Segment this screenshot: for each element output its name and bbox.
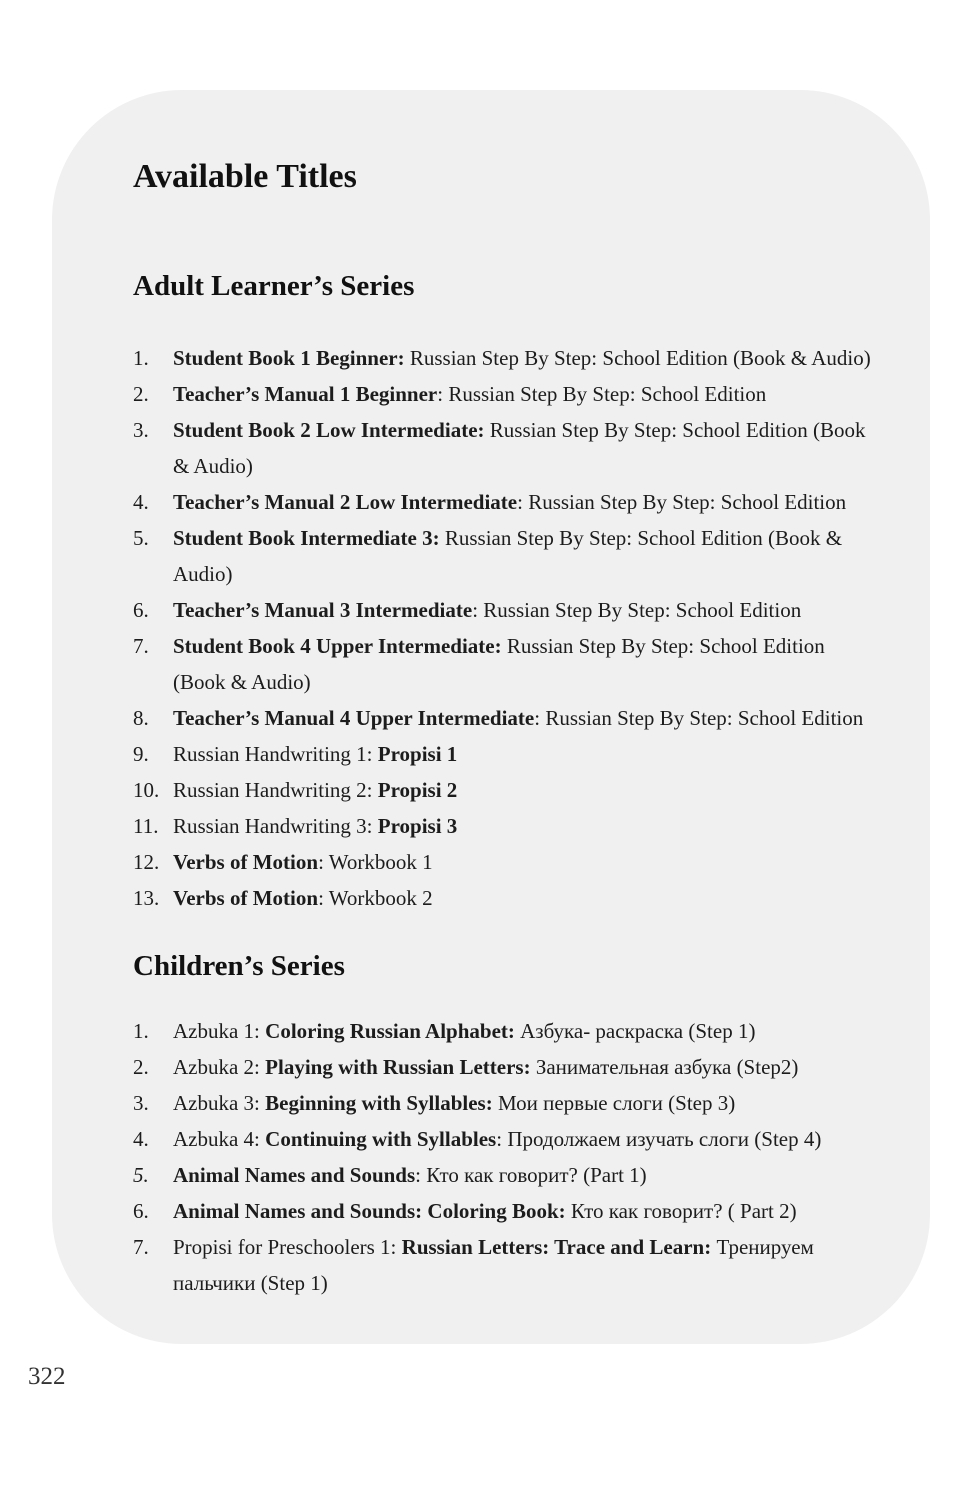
list-item xyxy=(133,736,913,772)
section-heading-children: Children’s Series xyxy=(133,950,345,982)
item-title-segment: Beginning with Syllables: xyxy=(265,1091,493,1115)
item-line xyxy=(173,664,913,700)
item-title-segment: Continuing with Syllables xyxy=(265,1127,497,1151)
item-text xyxy=(173,1013,913,1049)
item-number: 2. xyxy=(133,382,149,406)
item-number: 13. xyxy=(133,886,160,910)
list-item xyxy=(133,844,913,880)
item-description-segment: : Кто как говорит? (Part 1) xyxy=(415,1163,647,1187)
item-title-segment: Teacher’s Manual 2 Low Intermediate xyxy=(173,490,518,514)
item-title-segment: Propisi 1 xyxy=(377,742,458,766)
item-description-segment: Занимательная азбука (Step2) xyxy=(530,1055,799,1079)
item-description-segment: : Russian Step By Step: School Edition xyxy=(472,598,802,622)
item-number: 5. xyxy=(133,1163,149,1187)
item-description-segment: Audio) xyxy=(173,562,233,586)
item-description-segment: : Russian Step By Step: School Edition xyxy=(437,382,767,406)
list-item xyxy=(133,1013,913,1049)
item-line xyxy=(173,376,913,412)
item-title-segment: Propisi 2 xyxy=(377,778,458,802)
item-number: 6. xyxy=(133,598,149,622)
list-item xyxy=(133,772,913,808)
item-number: 4. xyxy=(133,1127,149,1151)
item-description-segment: : Russian Step By Step: School Edition xyxy=(534,706,864,730)
item-text xyxy=(173,1085,913,1121)
list-item xyxy=(133,1229,913,1301)
item-description-segment: (Book & Audio) xyxy=(173,670,311,694)
item-description-segment: Azbuka 3: xyxy=(173,1091,266,1115)
list-item xyxy=(133,628,913,700)
item-description-segment: Russian Handwriting 3: xyxy=(173,814,378,838)
list-item xyxy=(133,412,913,484)
item-text xyxy=(173,700,913,736)
item-title-segment: Teacher’s Manual 4 Upper Intermediate xyxy=(173,706,535,730)
item-title-segment: Verbs of Motion xyxy=(173,850,319,874)
item-description-segment: Propisi for Preschoolers 1: xyxy=(173,1235,402,1259)
item-text xyxy=(173,1049,913,1085)
item-number: 11. xyxy=(133,814,159,838)
list-item xyxy=(133,592,913,628)
item-line xyxy=(173,1229,913,1265)
list-item xyxy=(133,1193,913,1229)
item-title-segment: Animal Names and Sounds xyxy=(173,1163,416,1187)
item-line xyxy=(173,772,913,808)
item-number: 8. xyxy=(133,706,149,730)
item-text xyxy=(173,412,913,484)
item-number: 3. xyxy=(133,1091,149,1115)
item-text xyxy=(173,1193,913,1229)
item-description-segment: Мои первые слоги (Step 3) xyxy=(492,1091,736,1115)
item-description-segment: : Workbook 1 xyxy=(318,850,433,874)
item-line xyxy=(173,808,913,844)
item-description-segment: Кто как говорит? ( Part 2) xyxy=(565,1199,797,1223)
item-description-segment: & Audio) xyxy=(173,454,253,478)
item-line xyxy=(173,1013,913,1049)
item-description-segment: Azbuka 4: xyxy=(173,1127,266,1151)
item-text xyxy=(173,844,913,880)
item-number: 7. xyxy=(133,634,149,658)
list-item xyxy=(133,1049,913,1085)
item-description-segment: Russian Handwriting 2: xyxy=(173,778,378,802)
item-description-segment: Russian Step By Step: School Edition (Book & xyxy=(439,526,843,550)
adult-series-list xyxy=(133,340,913,916)
item-title-segment: Student Book Intermediate 3: xyxy=(173,526,440,550)
item-description-segment: Russian Step By Step: School Edition (Book xyxy=(484,418,866,442)
item-title-segment: Propisi 3 xyxy=(377,814,458,838)
item-text xyxy=(173,1157,913,1193)
item-line xyxy=(173,1049,913,1085)
item-description-segment: пальчики (Step 1) xyxy=(173,1271,328,1295)
item-line xyxy=(173,412,913,448)
item-text xyxy=(173,808,913,844)
item-number: 4. xyxy=(133,490,149,514)
item-title-segment: Coloring Russian Alphabet: xyxy=(265,1019,515,1043)
item-title-segment: Student Book 2 Low Intermediate: xyxy=(173,418,485,442)
item-text xyxy=(173,880,913,916)
item-title-segment: Student Book 4 Upper Intermediate: xyxy=(173,634,502,658)
item-title-segment: Russian Letters: Trace and Learn: xyxy=(401,1235,712,1259)
item-text xyxy=(173,772,913,808)
item-line xyxy=(173,520,913,556)
item-description-segment: Russian Step By Step: School Edition xyxy=(501,634,825,658)
list-item xyxy=(133,1085,913,1121)
item-line xyxy=(173,556,913,592)
item-number: 7. xyxy=(133,1235,149,1259)
list-item xyxy=(133,340,913,376)
item-line xyxy=(173,1085,913,1121)
item-line xyxy=(173,340,913,376)
item-text xyxy=(173,520,913,592)
section-heading-adult: Adult Learner’s Series xyxy=(133,270,415,302)
item-title-segment: Playing with Russian Letters: xyxy=(265,1055,531,1079)
item-number: 9. xyxy=(133,742,149,766)
list-item xyxy=(133,880,913,916)
item-number: 2. xyxy=(133,1055,149,1079)
item-text xyxy=(173,484,913,520)
list-item xyxy=(133,808,913,844)
item-text xyxy=(173,340,913,376)
item-line xyxy=(173,844,913,880)
item-line xyxy=(173,1193,913,1229)
item-text xyxy=(173,376,913,412)
item-number: 5. xyxy=(133,526,149,550)
item-title-segment: Teacher’s Manual 3 Intermediate xyxy=(173,598,473,622)
list-item xyxy=(133,1121,913,1157)
item-description-segment: Тренируем xyxy=(711,1235,814,1259)
item-number: 3. xyxy=(133,418,149,442)
item-number: 1. xyxy=(133,346,149,370)
item-number: 10. xyxy=(133,778,160,802)
item-description-segment: Russian Step By Step: School Edition (Book & Audio) xyxy=(404,346,871,370)
item-text xyxy=(173,736,913,772)
item-line xyxy=(173,484,913,520)
page-title: Available Titles xyxy=(133,158,357,195)
item-title-segment: Teacher’s Manual 1 Beginner xyxy=(173,382,438,406)
item-line xyxy=(173,628,913,664)
item-title-segment: Animal Names and Sounds: Coloring Book: xyxy=(173,1199,566,1223)
item-title-segment: Verbs of Motion xyxy=(173,886,319,910)
item-description-segment: : Workbook 2 xyxy=(318,886,433,910)
page-number: 322 xyxy=(28,1363,66,1390)
item-description-segment: Russian Handwriting 1: xyxy=(173,742,378,766)
item-line xyxy=(173,1265,913,1301)
item-line xyxy=(173,880,913,916)
item-line xyxy=(173,448,913,484)
item-description-segment: Azbuka 1: xyxy=(173,1019,266,1043)
item-line xyxy=(173,592,913,628)
list-item xyxy=(133,520,913,592)
item-line xyxy=(173,1121,913,1157)
item-text xyxy=(173,628,913,700)
item-description-segment: : Russian Step By Step: School Edition xyxy=(517,490,847,514)
item-line xyxy=(173,1157,913,1193)
item-text xyxy=(173,592,913,628)
children-series-list xyxy=(133,1013,913,1301)
item-description-segment: Азбука- раскраска (Step 1) xyxy=(514,1019,756,1043)
item-text xyxy=(173,1121,913,1157)
item-number: 12. xyxy=(133,850,160,874)
item-line xyxy=(173,736,913,772)
item-line xyxy=(173,700,913,736)
list-item xyxy=(133,700,913,736)
item-title-segment: Student Book 1 Beginner: xyxy=(173,346,405,370)
item-text xyxy=(173,1229,913,1301)
item-number: 6. xyxy=(133,1199,149,1223)
item-description-segment: : Продолжаем изучать слоги (Step 4) xyxy=(496,1127,822,1151)
list-item xyxy=(133,484,913,520)
item-description-segment: Azbuka 2: xyxy=(173,1055,266,1079)
list-item xyxy=(133,1157,913,1193)
item-number: 1. xyxy=(133,1019,149,1043)
list-item xyxy=(133,376,913,412)
